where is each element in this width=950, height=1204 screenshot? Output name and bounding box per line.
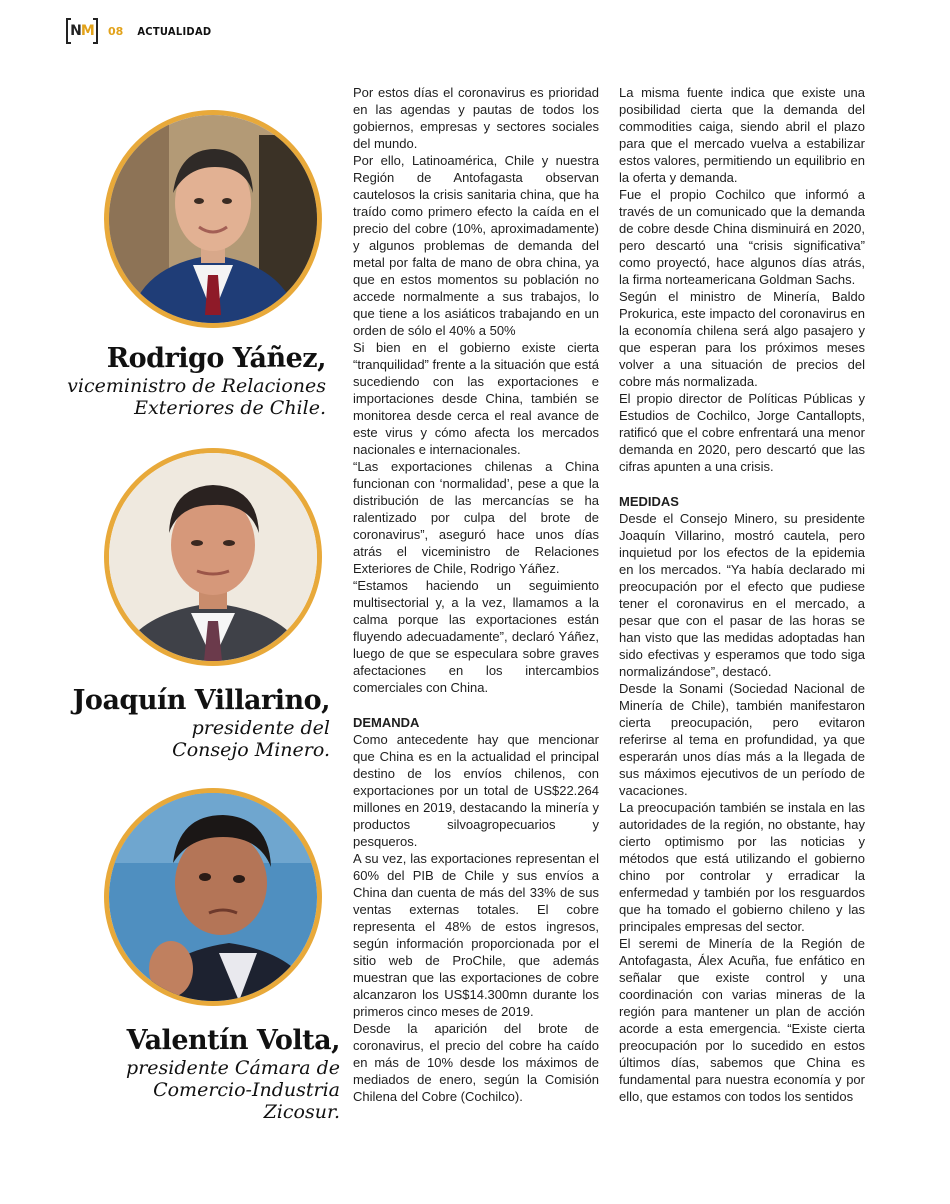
article-paragraph: Por estos días el coronavirus es prioridad en las agendas y pautas de todos los gobiernos, empresas y sectores sociales del mundo. [353,85,599,151]
profile-name: Joaquín Villarino, [72,685,330,716]
article-paragraph: El propio director de Políticas Públicas y Estudios de Cochilco, Jorge Cantallopts, ratificó que el cobre enfrentará una menor demanda en 2020, pero descartó que las cifras apunten a una crisis. [619,391,865,474]
profile-name: Rodrigo Yáñez, [106,343,326,374]
subheading-demanda: DEMANDA [353,715,420,730]
article-paragraph: Si bien en el gobierno existe cierta “tranquilidad” frente a la situación que está sucediendo con las exportaciones e importaciones desde China, también se monitorea desde cerca el real avance de este virus y cómo afecta los mercados nacionales e internacionales. [353,340,599,457]
article-paragraph: El seremi de Minería de la Región de Antofagasta, Álex Acuña, fue enfático en señalar que existe control y una coordinación con varias mineras de la región para mantener un plan de acción acorde a esta emergencia. “Existe cierta preocupación por lo sucedido en estos últimos días, sabemos que China es fundamental para nuestra economía y por ello, que estamos con todos los sentidos [619,936,865,1104]
logo-letter-n: N [70,23,81,39]
page-number: 08 [108,24,124,38]
profile-role-line: Comercio-Industria Zicosur. [153,1079,340,1123]
article-paragraph: Desde la aparición del brote de coronavirus, el precio del cobre ha caído en más de 10% desde los máximos de mediados de enero, según la Comisión Chilena del Cobre (Cochilco). [353,1021,599,1104]
profile-role-line: presidente Cámara de [126,1057,340,1079]
profile-name: Valentín Volta, [126,1025,340,1056]
logo-letter-m: M [80,23,94,39]
article-paragraph: “Estamos haciendo un seguimiento multisectorial y, a la vez, llamamos a la calma porque las exportaciones están fluyendo adecuadamente”, declaró Yáñez, luego de que se especulara sobre graves afectaciones en los intercambios comerciales con China. [353,578,599,695]
article-paragraph: Fue el propio Cochilco que informó a través de un comunicado que la demanda de cobre desde China disminuirá en 2020, pero descartó una “crisis significativa” como proyectó, hace algunos días atrás, la firma norteamericana Goldman Sachs. [619,187,865,287]
article-paragraph: Desde el Consejo Minero, su presidente Joaquín Villarino, mostró cautela, pero inquietud por los efectos de la epidemia en los mercados. “Ya había declarado mi preocupación por el efecto que pudiese tener el coronavirus en el mercado, a pesar que con el pasar de las horas se han visto que las medidas adoptadas han sido efectivas y esperamos que todo siga normalizándose”, destacó. [619,511,865,679]
article-paragraph: La preocupación también se instala en las autoridades de la región, no obstante, hay cierto optimismo por las noticias y métodos que está utilizando el gobierno chino por controlar y erradicar la enfermedad y también por los resguardos que ha tomado el gobierno chileno y las principales empresas del sector. [619,800,865,934]
section-title: ACTUALIDAD [137,24,212,38]
profile-role-line: viceministro de Relaciones [67,375,326,397]
caption-valentin-volta [80,1025,340,1123]
article-paragraph: Como antecedente hay que mencionar que China es en la actualidad el principal destino de los envíos chilenos, con exportaciones por un total de US$22.264 millones en 2019, destacando la minería y productos silvoagropecuarios y pesqueros. [353,732,599,849]
subheading-medidas: MEDIDAS [619,494,679,509]
portrait-joaquin-villarino [104,448,322,666]
portrait-valentin-volta [104,788,322,1006]
portrait-photo-2 [109,453,317,661]
portrait-photo-1 [109,115,317,323]
magazine-logo [66,18,98,44]
article-column-2 [619,84,865,1105]
article-paragraph: “Las exportaciones chilenas a China funcionan con ‘normalidad’, pese a que la distribución de las mercancías se ha ralentizado por culpa del brote de coronavirus”, aseguró hace unos días atrás el viceministro de Relaciones Exteriores de Chile, Rodrigo Yáñez. [353,459,599,576]
portrait-photo-3 [109,793,317,1001]
profile-role-line: Consejo Minero. [172,739,330,761]
article-paragraph: La misma fuente indica que existe una posibilidad cierta que la demanda del commodities caiga, siendo abril el plazo para que el mercado vuelva a estabilizar estos valores, permitiendo un equilibrio en la oferta y demanda. [619,85,865,185]
article-paragraph: A su vez, las exportaciones representan el 60% del PIB de Chile y sus envíos a China dan cuenta de más del 33% de sus ventas externas totales. El cobre representa el 48% de estos ingresos, según información proporcionada por el sitio web de ProChile, que además muestran que las exportaciones de cobre alcanzaron los US$14.300mn durante los primeros cinco meses de 2019. [353,851,599,1019]
logo-right-bracket [93,18,98,44]
article-paragraph: Por ello, Latinoamérica, Chile y nuestra Región de Antofagasta observan cautelosos la crisis sanitaria china, que ha traído como primero efecto la caída en el precio del cobre (10%, aproximadamente) y algunos problemas de demanda del metal por falta de mano de obra china, ya que en estos momentos su población no accede normalmente a sus trabajos, lo que tiene a los asiáticos trabajando en un orden de sólo el 40% a 50% [353,153,599,338]
caption-joaquin-villarino [70,685,330,761]
logo-left-bracket [66,18,71,44]
profile-role-line: presidente del [191,717,330,739]
page-header [66,16,211,46]
caption-rodrigo-yanez [66,343,326,419]
portrait-rodrigo-yanez [104,110,322,328]
article-paragraph: Desde la Sonami (Sociedad Nacional de Minería de Chile), también manifestaron cierta preocupación, pero evitaron referirse al tema en profundidad, ya que esperarán unos días más a la llegada de sus máximos ejecutivos de un período de vacaciones. [619,681,865,798]
article-column-1 [353,84,599,1105]
profile-role-line: Exteriores de Chile. [134,397,326,419]
article-paragraph: Según el ministro de Minería, Baldo Prokurica, este impacto del coronavirus en la economía chilena será algo pasajero y que esperan para los próximos meses volver a una situación de precios del cobre más normalizada. [619,289,865,389]
